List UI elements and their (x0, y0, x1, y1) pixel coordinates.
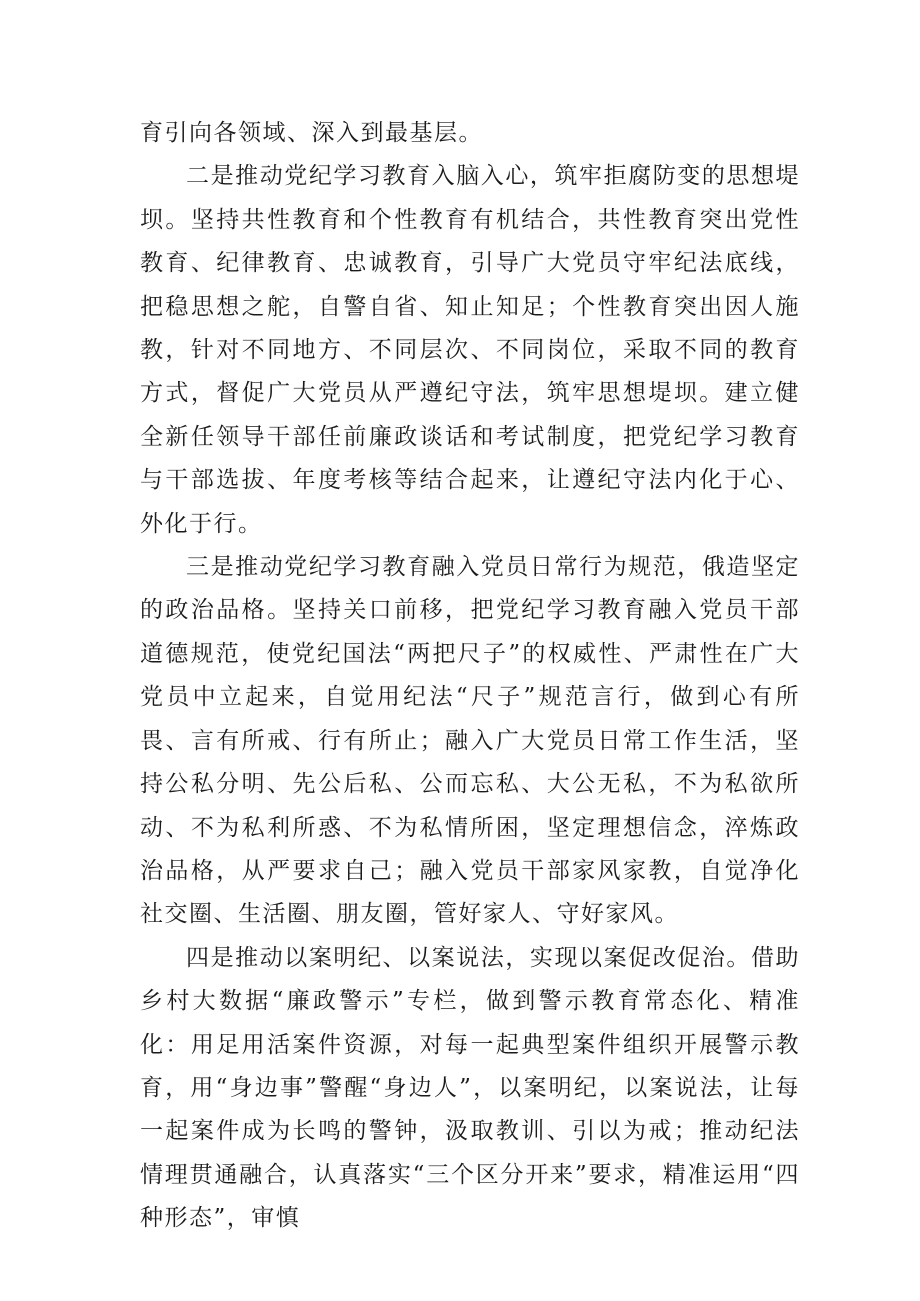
paragraph-continuation: 育引向各领域、深入到最基层。 (140, 120, 483, 146)
paragraph-point-four: 四是推动以案明纪、以案说法，实现以案促改促治。借助乡村大数据“廉政警示”专栏，做到警示教育常态化、精准化：用足用活案件资源，对每一起典型案件组织开展警示教育，用“身边事”警醒“身边人”，以案明纪，以案说法，让每一起案件成为长鸣的警钟，汲取教训、引以为戒；推动纪法情理贯通融合，认真落实“三个区分开来”要求，精准运用“四种形态”，审慎 (140, 944, 800, 1232)
document-body (140, 112, 800, 1241)
paragraph-point-three: 三是推动党纪学习教育融入党员日常行为规范，俄造坚定的政治品格。坚持关口前移，把党纪学习教育融入党员干部道德规范，使党纪国法“两把尺子”的权威性、严肃性在广大党员中立起来，自觉用纪法“尺子”规范言行，做到心有所畏、言有所戒、行有所止；融入广大党员日常工作生活，坚持公私分明、先公后私、公而忘私、大公无私，不为私欲所动、不为私利所惑、不为私情所困，坚定理想信念，淬炼政治品格，从严要求自己；融入党员干部家风家教，自觉净化社交圈、生活圈、朋友圈，管好家人、守好家风。 (140, 554, 800, 928)
paragraph-point-two: 二是推动党纪学习教育入脑入心，筑牢拒腐防变的思想堤坝。坚持共性教育和个性教育有机结合，共性教育突出党性教育、纪律教育、忠诚教育，引导广大党员守牢纪法底线，把稳思想之舵，自警自省、知止知足；个性教育突出因人施教，针对不同地方、不同层次、不同岗位，采取不同的教育方式，督促广大党员从严遵纪守法，筑牢思想堤坝。建立健全新任领导干部任前廉政谈话和考试制度，把党纪学习教育与干部选拔、年度考核等结合起来，让遵纪守法内化于心、外化于行。 (140, 163, 800, 537)
